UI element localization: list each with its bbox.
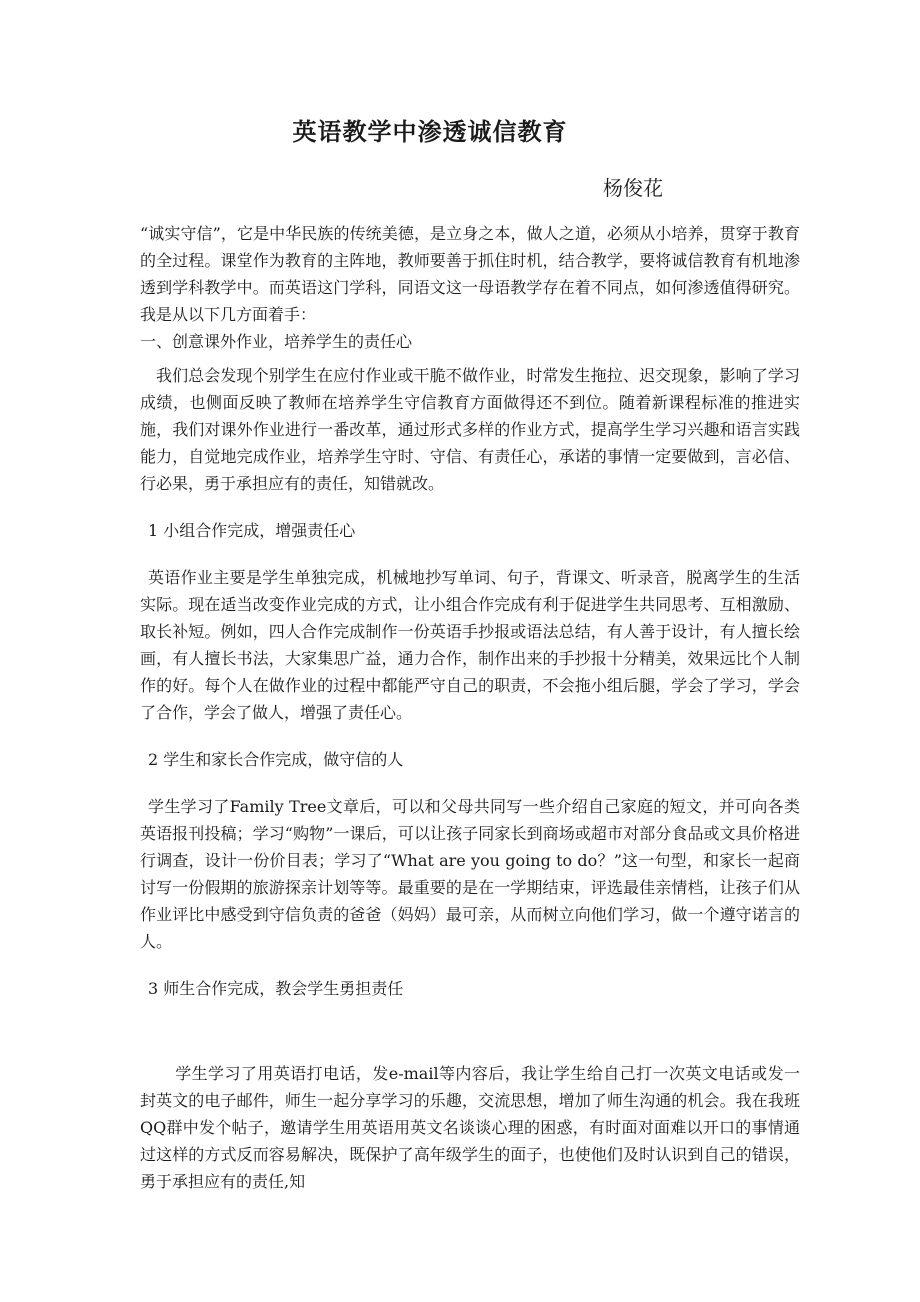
subsection-3-paragraph: 学生学习了用英语打电话，发e-mail等内容后，我让学生给自己打一次英文电话或发一封英文的电子邮件，师生一起分享学习的乐趣，交流思想，增加了师生沟通的机会。我在我班QQ群中发个帖子，邀请学生用英语用英文名谈谈心理的困惑，有时面对面难以开口的事情通过这样的方式反而容易解决，既保护了高年级学生的面子，也使他们及时认识到自己的错误，勇于承担应有的责任,知 [140,1064,800,1191]
document-title: 英语教学中渗透诚信教育 [292,117,568,146]
subsection-2-paragraph: 学生学习了Family Tree文章后，可以和父母共同写一些介绍自己家庭的短文，并可向各类英语报刊投稿；学习“购物”一课后，可以让孩子同家长到商场或超市对部分食品或文具价格进行调查，设计一份价目表；学习了“What are you going to do？”这一句型，和家长一起商讨写一份假期的旅游探亲计划等等。最重要的是在一学期结束，评选最佳亲情档，让孩子们从作业评比中感受到守信负责的爸爸（妈妈）最可亲，从而树立向他们学习，做一个遵守诺言的人。 [140,797,800,951]
subsection-2-heading: 2 学生和家长合作完成，做守信的人 [148,750,404,769]
subsection-3-heading: 3 师生合作完成，教会学生勇担责任 [148,979,404,998]
section-1-paragraph: 我们总会发现个别学生在应付作业或干脆不做作业，时常发生拖拉、迟交现象，影响了学习成绩，也侧面反映了教师在培养学生守信教育方面做得还不到位。随着新课程标准的推进实施，我们对课外作业进行一番改革，通过形式多样的作业方式，提高学生学习兴趣和语言实践能力，自觉地完成作业，培养学生守时、守信、有责任心，承诺的事情一定要做到，言必信、行必果，勇于承担应有的责任，知错就改。 [140,366,800,493]
subsection-1-paragraph: 英语作业主要是学生单独完成，机械地抄写单词、句子，背课文、听录音，脱离学生的生活实际。现在适当改变作业完成的方式，让小组合作完成有利于促进学生共同思考、互相激励、取长补短。例如，四人合作完成制作一份英语手抄报或语法总结，有人善于设计，有人擅长绘画，有人擅长书法，大家集思广益，通力合作，制作出来的手抄报十分精美，效果远比个人制作的好。每个人在做作业的过程中都能严守自己的职责，不会拖小组后腿，学会了学习，学会了合作，学会了做人，增强了责任心。 [140,568,800,722]
section-1-heading: 一、创意课外作业，培养学生的责任心 [140,332,413,351]
author-name: 杨俊花 [603,176,663,200]
intro-paragraph: “诚实守信”，它是中华民族的传统美德，是立身之本，做人之道，必须从小培养，贯穿于教育的全过程。课堂作为教育的主阵地，教师要善于抓住时机，结合教学，要将诚信教育有机地渗透到学科教学中。而英语这门学科，同语文这一母语教学存在着不同点，如何渗透值得研究。我是从以下几方面着手： [140,224,800,324]
document-body [140,220,800,1195]
subsection-1-heading: 1 小组合作完成，增强责任心 [148,521,356,540]
